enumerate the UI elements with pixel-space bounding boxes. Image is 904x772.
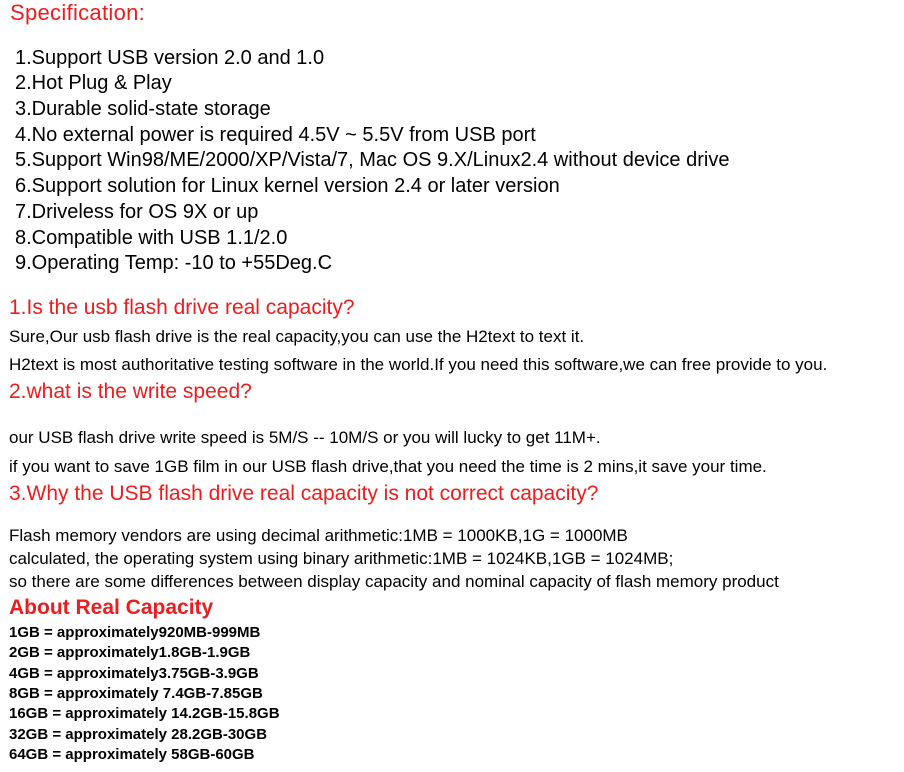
faq-answer: our USB flash drive write speed is 5M/S -- 10M/S or you will lucky to get 11M+. bbox=[9, 428, 601, 447]
spec-item: 8.Compatible with USB 1.1/2.0 bbox=[15, 227, 288, 249]
about-real-capacity-title: About Real Capacity bbox=[9, 596, 214, 619]
faq-question-capacity-difference: 3.Why the USB flash drive real capacity is not correct capacity? bbox=[9, 482, 599, 505]
spec-item: 7.Driveless for OS 9X or up bbox=[15, 201, 259, 223]
specification-title: Specification: bbox=[10, 0, 146, 25]
faq-answer: H2text is most authoritative testing software in the world.If you need this software,we can free provide to you. bbox=[9, 355, 828, 374]
faq-question-write-speed: 2.what is the write speed? bbox=[9, 380, 252, 403]
capacity-item: 64GB = approximately 58GB-60GB bbox=[9, 746, 255, 763]
spec-item: 9.Operating Temp: -10 to +55Deg.C bbox=[15, 252, 333, 274]
spec-item: 3.Durable solid-state storage bbox=[15, 98, 271, 120]
capacity-item: 2GB = approximately1.8GB-1.9GB bbox=[9, 644, 251, 661]
spec-item: 6.Support solution for Linux kernel version 2.4 or later version bbox=[15, 175, 560, 197]
capacity-item: 32GB = approximately 28.2GB-30GB bbox=[9, 726, 268, 743]
faq-question-real-capacity: 1.Is the usb flash drive real capacity? bbox=[9, 296, 355, 319]
capacity-item: 8GB = approximately 7.4GB-7.85GB bbox=[9, 685, 263, 702]
capacity-item: 16GB = approximately 14.2GB-15.8GB bbox=[9, 705, 280, 722]
faq-answer: calculated, the operating system using binary arithmetic:1MB = 1024KB,1GB = 1024MB; bbox=[9, 549, 674, 568]
spec-item: 2.Hot Plug & Play bbox=[15, 72, 172, 94]
spec-item: 1.Support USB version 2.0 and 1.0 bbox=[15, 47, 325, 69]
faq-answer: Sure,Our usb flash drive is the real capacity,you can use the H2text to text it. bbox=[9, 327, 585, 346]
capacity-item: 4GB = approximately3.75GB-3.9GB bbox=[9, 665, 259, 682]
faq-answer: if you want to save 1GB film in our USB flash drive,that you need the time is 2 mins,it save your time. bbox=[9, 457, 767, 476]
faq-answer: so there are some differences between display capacity and nominal capacity of flash memory product bbox=[9, 572, 779, 591]
faq-answer: Flash memory vendors are using decimal arithmetic:1MB = 1000KB,1G = 1000MB bbox=[9, 526, 628, 545]
capacity-item: 1GB = approximately920MB-999MB bbox=[9, 624, 261, 641]
spec-item: 5.Support Win98/ME/2000/XP/Vista/7, Mac OS 9.X/Linux2.4 without device drive bbox=[15, 149, 730, 171]
spec-item: 4.No external power is required 4.5V ~ 5.5V from USB port bbox=[15, 124, 536, 146]
